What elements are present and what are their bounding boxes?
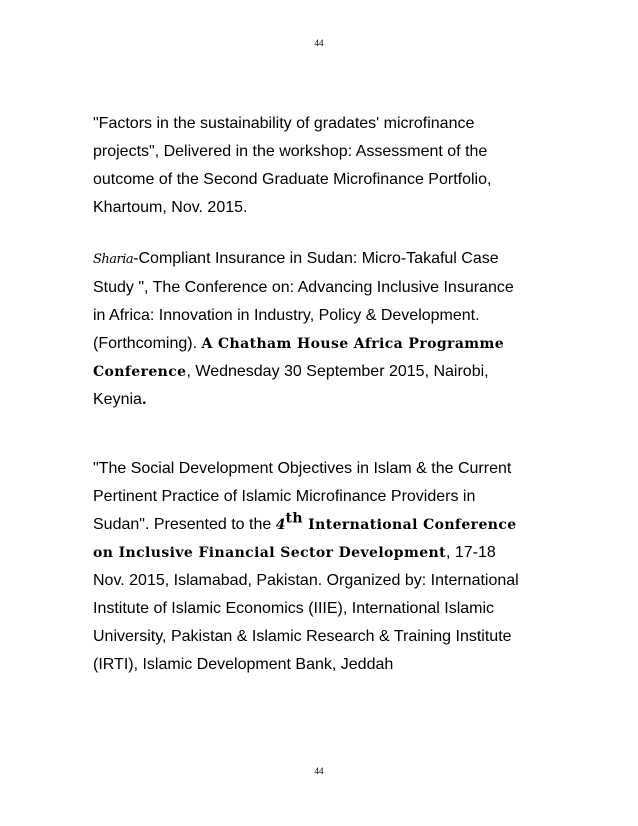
entry3-conference-title-part2: on Inclusive Financial Sector Development [93,545,446,561]
entry2-conference-title: A Chatham House Africa Programme [201,336,505,352]
entry2-line1 [93,245,553,274]
entry3-line6: Institute of Islamic Economics (IIIE), International Islamic [93,600,495,617]
entry3-conference-title-part1: International Conference [302,517,517,533]
entry2-line4 [93,330,553,358]
entry2-line4-plain: (Forthcoming). [93,335,202,352]
entry1-line4: Khartoum, Nov. 2015. [93,199,248,216]
entry2-script-word: Sharia [93,252,134,267]
entry1-line3: outcome of the Second Graduate Microfinance Portfolio, [93,171,492,188]
entry2-line5 [93,358,553,386]
page-number-top: 44 [314,38,324,48]
entry2-line5-rest: , Wednesday 30 September 2015, Nairobi, [186,363,489,380]
entry2-line2: Study ", The Conference on: Advancing Inclusive Insurance [93,279,514,296]
entry3-ordinal-suffix: th [285,510,303,527]
reference-entry-1 [93,110,553,222]
page-number-bottom: 44 [314,766,324,776]
reference-entry-3 [93,455,553,679]
reference-entry-2 [93,245,553,414]
entry3-line4 [93,539,553,567]
entry2-line6-plain: Keynia [93,391,142,408]
entry3-ordinal-number: 4 [275,517,286,533]
entry3-line2: Pertinent Practice of Islamic Microfinance Providers in [93,488,476,505]
entry3-line7: University, Pakistan & Islamic Research & Training Institute [93,628,512,645]
entry3-line8: (IRTI), Islamic Development Bank, Jeddah [93,656,394,673]
entry2-line6 [93,386,553,414]
entry3-line4-rest: , 17-18 [445,544,496,561]
entry3-line5: Nov. 2015, Islamabad, Pakistan. Organized by: International [93,572,519,589]
entry1-line2: projects", Delivered in the workshop: Assessment of the [93,143,488,160]
entry2-conference-word: Conference [93,364,187,380]
entry2-line1-rest: -Compliant Insurance in Sudan: Micro-Takaful Case [133,250,499,267]
entry1-line1: "Factors in the sustainability of gradates' microfinance [93,115,475,132]
entry3-line3-plain: Sudan". Presented to the [93,516,276,533]
entry3-line1: "The Social Development Objectives in Islam & the Current [93,460,512,477]
entry2-line6-period: . [141,392,148,408]
entry2-line3: in Africa: Innovation in Industry, Policy & Development. [93,307,480,324]
entry3-line3 [93,511,553,539]
